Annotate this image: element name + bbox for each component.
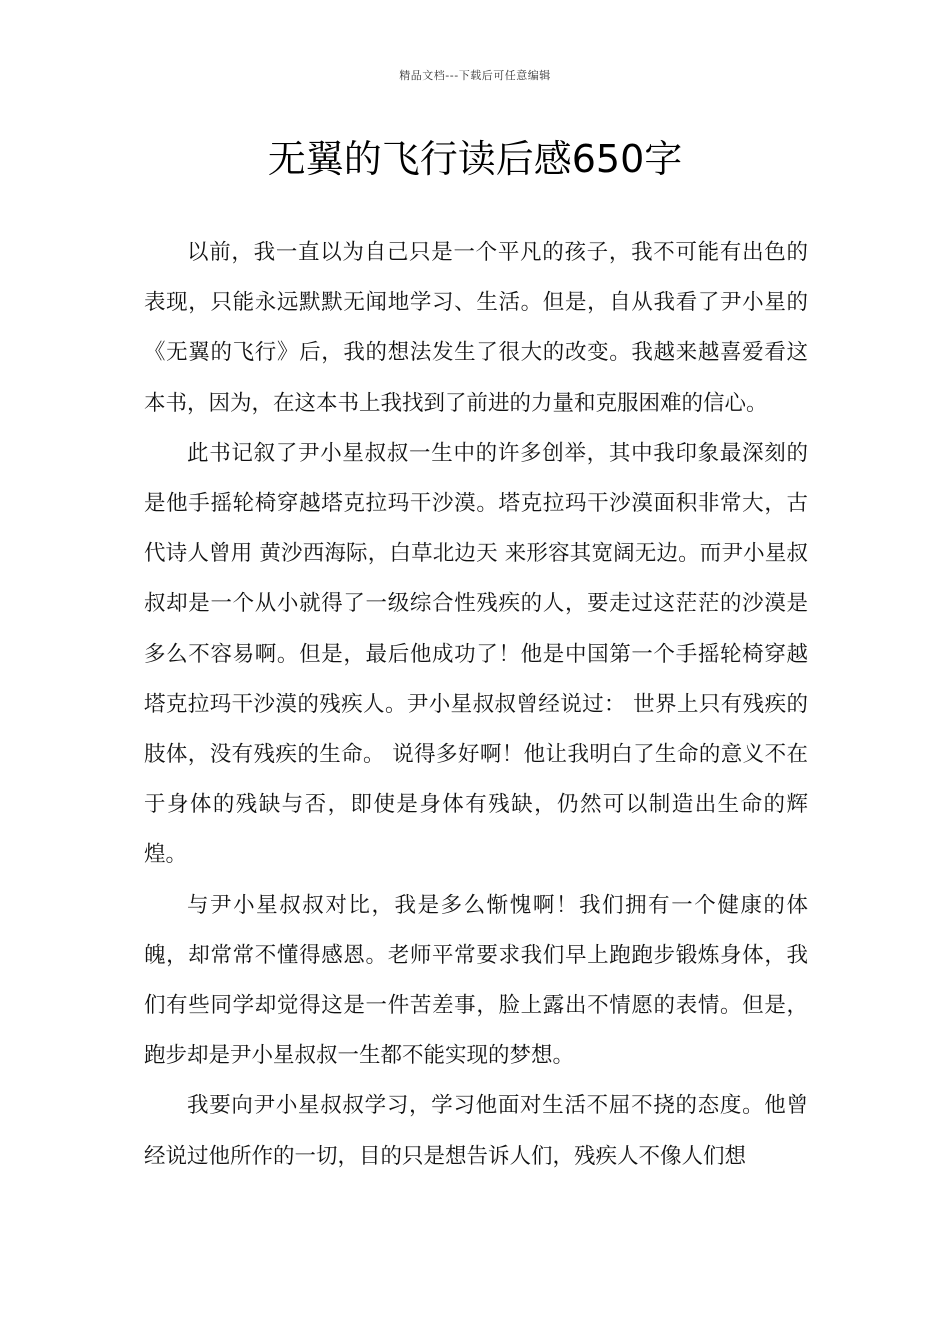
paragraph-4: 我要向尹小星叔叔学习，学习他面对生活不屈不挠的态度。他曾经说过他所作的一切，目的只是想告诉人们，残疾人不像人们想 xyxy=(144,1093,808,1169)
document-body xyxy=(144,228,808,1182)
page-header-note: 精品文档---下载后可任意编辑 xyxy=(399,69,551,82)
paragraph-3: 与尹小星叔叔对比，我是多么惭愧啊！我们拥有一个健康的体魄，却常常不懂得感恩。老师平常要求我们早上跑跑步锻炼身体，我们有些同学却觉得这是一件苦差事，脸上露出不情愿的表情。但是，跑步却是尹小星叔叔一生都不能实现的梦想。 xyxy=(144,892,808,1069)
paragraph-1: 以前，我一直以为自己只是一个平凡的孩子，我不可能有出色的表现，只能永远默默无闻地学习、生活。但是，自从我看了尹小星的《无翼的飞行》后，我的想法发生了很大的改变。我越来越喜爱看这本书，因为，在这本书上我找到了前进的力量和克服困难的信心。 xyxy=(144,240,808,416)
paragraph-2: 此书记叙了尹小星叔叔一生中的许多创举，其中我印象最深刻的是他手摇轮椅穿越塔克拉玛干沙漠。塔克拉玛干沙漠面积非常大，古代诗人曾用 黄沙西海际，白草北边天 来形容其宽阔无边。而尹小星叔叔却是一个从小就得了一级综合性残疾的人，要走过这茫茫的沙漠是多么不容易啊。但是，最后他成功了！他是中国第一个手摇轮椅穿越塔克拉玛干沙漠的残疾人。尹小星叔叔曾经说过： 世界上只有残疾的肢体，没有残疾的生命。 说得多好啊！他让我明白了生命的意义不在于身体的残缺与否，即使是身体有残缺，仍然可以制造出生命的辉煌。 xyxy=(144,440,808,868)
document-title: 无翼的飞行读后感650字 xyxy=(267,137,683,181)
